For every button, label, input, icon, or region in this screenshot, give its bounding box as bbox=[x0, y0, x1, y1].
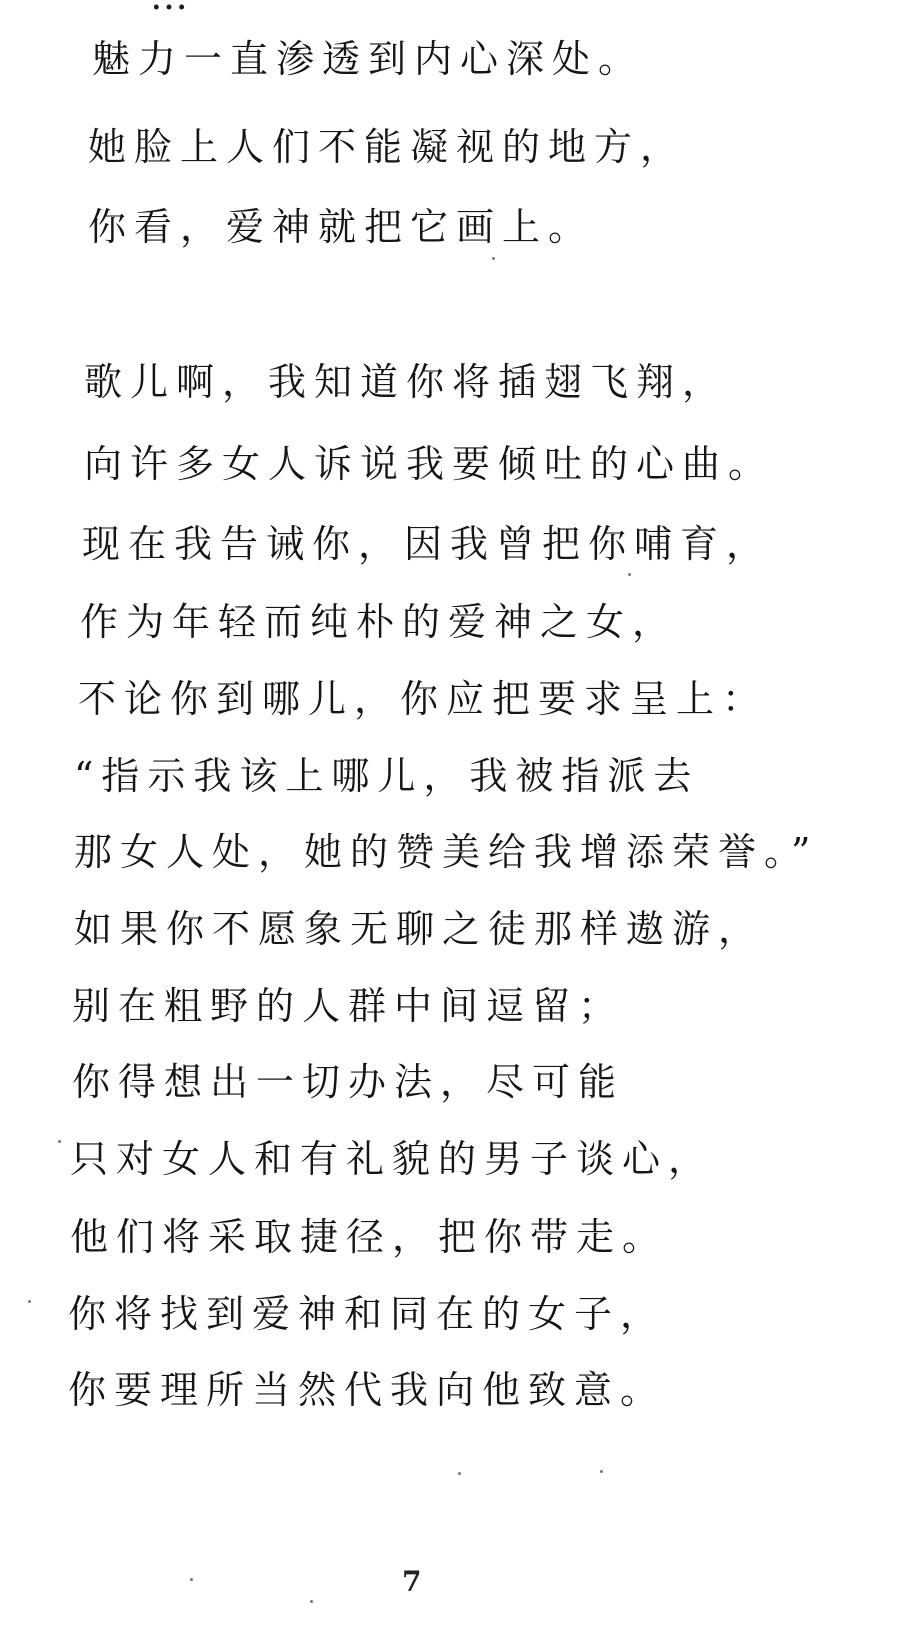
scan-speck bbox=[310, 1600, 313, 1603]
poem-line: 不论你到哪儿，你应把要求呈上： bbox=[78, 677, 769, 721]
poem-line: 你要理所当然代我向他致意。 bbox=[68, 1368, 667, 1412]
scan-speck bbox=[190, 1578, 193, 1581]
poem-line: 他们将采取捷径，把你带走。 bbox=[70, 1215, 669, 1259]
scan-speck bbox=[28, 1300, 31, 1303]
poem-line: 只对女人和有礼貌的男子谈心， bbox=[70, 1137, 715, 1181]
poem-line: “指示我该上哪儿，我被指派去 bbox=[74, 754, 700, 798]
scan-speck bbox=[492, 257, 495, 260]
poem-line: 魅力一直渗透到内心深处。 bbox=[92, 37, 645, 81]
poem-line: 如果你不愿象无聊之徒那样遨游， bbox=[74, 907, 765, 951]
scan-speck bbox=[600, 1470, 603, 1473]
poem-line: 那女人处，她的赞美给我增添荣誉。” bbox=[74, 830, 819, 874]
poem-line: 你将找到爱神和同在的女子， bbox=[68, 1292, 667, 1336]
poem-line: 别在粗野的人群中间逗留； bbox=[72, 984, 625, 1028]
cut-off-top-line bbox=[150, 0, 194, 18]
scan-speck bbox=[458, 1472, 461, 1475]
poem-line: 你得想出一切办法，尽可能 bbox=[72, 1060, 625, 1104]
poem-line: 向许多女人诉说我要倾吐的心曲。 bbox=[84, 442, 775, 486]
scan-speck bbox=[628, 573, 631, 576]
poem-line: 现在我告诫你，因我曾把你哺育， bbox=[82, 522, 773, 566]
poem-line: 作为年轻而纯朴的爱神之女， bbox=[80, 600, 679, 644]
poem-line: 她脸上人们不能凝视的地方， bbox=[88, 125, 687, 169]
page-number: 7 bbox=[402, 1565, 422, 1598]
poem-line: 你看，爱神就把它画上。 bbox=[88, 205, 595, 249]
scan-speck bbox=[58, 1140, 61, 1143]
poem-line: 歌儿啊，我知道你将插翅飞翔， bbox=[84, 360, 729, 404]
